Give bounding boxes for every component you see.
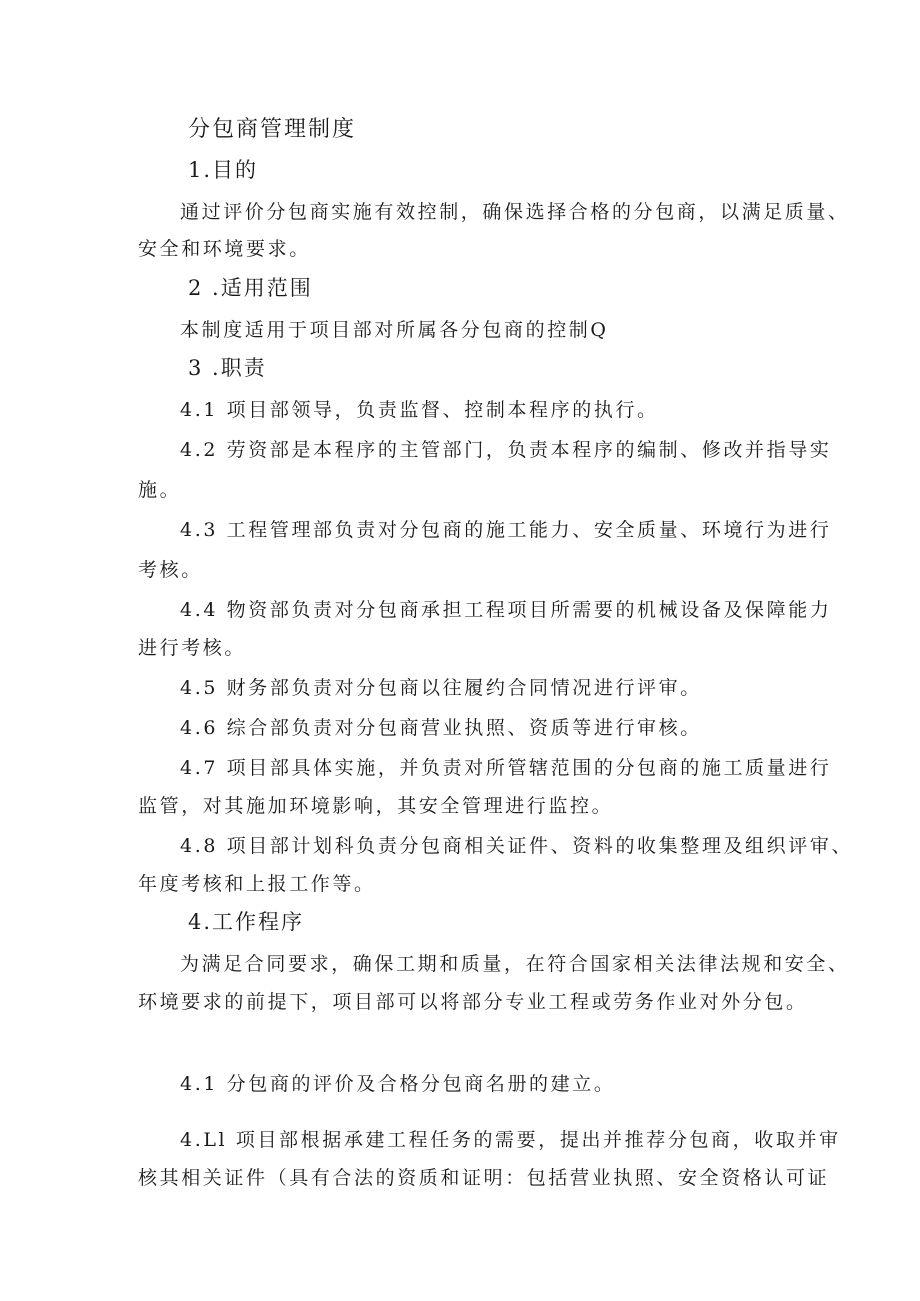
section-heading-scope: 2 .适用范围 — [188, 276, 313, 300]
paragraph-line: 核其相关证件（具有合法的资质和证明：包括营业执照、安全资格认可证 — [138, 1167, 830, 1189]
paragraph-line: 4.8 项目部计划科负责分包商相关证件、资料的收集整理及组织评审、 — [180, 835, 854, 857]
paragraph-line: 4.Ll 项目部根据承建工程任务的需要，提出并推荐分包商，收取并审 — [180, 1129, 841, 1151]
paragraph-line: 4.1 项目部领导，负责监督、控制本程序的执行。 — [180, 399, 659, 421]
paragraph-line: 安全和环境要求。 — [138, 238, 311, 260]
paragraph-line: 为满足合同要求，确保工期和质量，在符合国家相关法律法规和安全、 — [180, 953, 850, 975]
paragraph-line: 4.3 工程管理部负责对分包商的施工能力、安全质量、环境行为进行 — [180, 519, 832, 541]
paragraph-line: 考核。 — [138, 559, 203, 581]
paragraph-line: 环境要求的前提下，项目部可以将部分专业工程或劳务作业对外分包。 — [138, 991, 808, 1013]
paragraph-line: 4.6 综合部负责对分包商营业执照、资质等进行审核。 — [180, 717, 702, 739]
section-heading-responsibilities: 3 .职责 — [188, 356, 267, 380]
paragraph-line: 本制度适用于项目部对所属各分包商的控制Q — [180, 319, 609, 341]
section-heading-procedure: 4.工作程序 — [188, 910, 305, 934]
paragraph-line: 4.2 劳资部是本程序的主管部门，负责本程序的编制、修改并指导实 — [180, 439, 832, 461]
paragraph-line: 施。 — [138, 479, 182, 501]
paragraph-line: 4.1 分包商的评价及合格分包商名册的建立。 — [180, 1073, 616, 1095]
paragraph-line: 年度考核和上报工作等。 — [138, 873, 376, 895]
paragraph-line: 进行考核。 — [138, 637, 247, 659]
paragraph-line: 4.4 物资部负责对分包商承担工程项目所需要的机械设备及保障能力 — [180, 599, 832, 621]
document-title: 分包商管理制度 — [188, 117, 357, 142]
paragraph-line: 4.7 项目部具体实施，并负责对所管辖范围的分包商的施工质量进行 — [180, 757, 832, 779]
section-heading-purpose: 1.目的 — [188, 158, 259, 182]
paragraph-line: 4.5 财务部负责对分包商以往履约合同情况进行评审。 — [180, 677, 702, 699]
paragraph-line: 监管，对其施加环境影响，其安全管理进行监控。 — [138, 795, 614, 817]
paragraph-line: 通过评价分包商实施有效控制，确保选择合格的分包商，以满足质量、 — [180, 201, 850, 223]
